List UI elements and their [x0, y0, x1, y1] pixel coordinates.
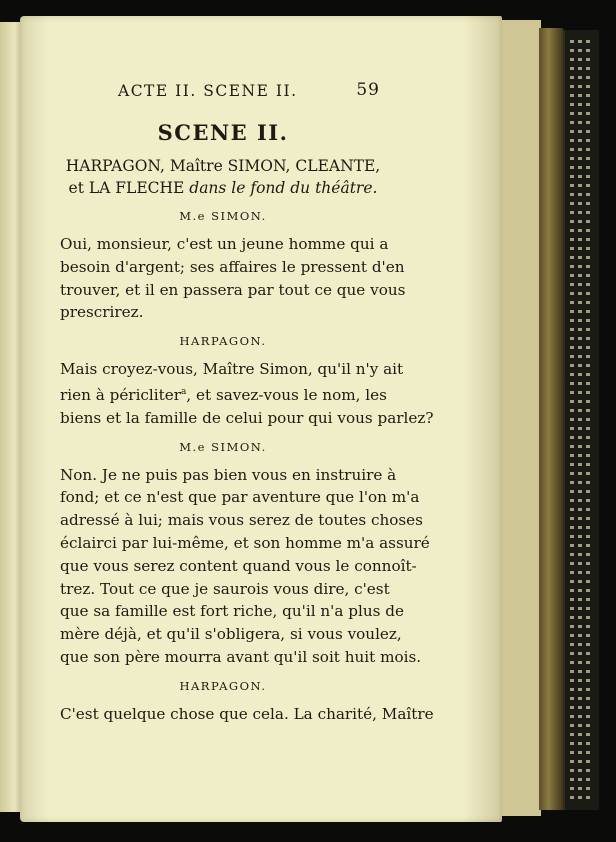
- running-head: ACTE II. SCENE II.: [118, 82, 298, 100]
- speaker-name: M.e SIMON.: [179, 439, 267, 454]
- cast-line-1: HARPAGON, Maître SIMON, CLEANTE,: [65, 157, 381, 175]
- speech-line: fond; et ce n'est que par aventure que l'on m'a: [60, 488, 420, 507]
- speech: [60, 464, 430, 669]
- speech-line: trez. Tout ce que je saurois vous dire, c'est: [60, 579, 390, 598]
- speaker-name: M.e SIMON.: [179, 209, 267, 223]
- page-number: 59: [356, 80, 380, 100]
- speech-line: Mais croyez-vous, Maître Simon, qu'il n'y ait: [60, 360, 404, 379]
- speech-line: [60, 381, 386, 407]
- gilt-edge: [539, 28, 563, 810]
- cast-line-2: [60, 177, 386, 199]
- page-text: [60, 78, 434, 726]
- speech-line: adressé à lui; mais vous serez de toutes choses: [60, 511, 423, 530]
- speech-line: Oui, monsieur, c'est un jeune homme qui a: [60, 235, 389, 253]
- speaker-name: HARPAGON.: [179, 678, 267, 693]
- speech-line: éclairci par lui-même, et son homme m'a assuré: [60, 534, 430, 553]
- speech-line: que vous serez content quand vous le connoît-: [60, 556, 417, 575]
- speech: [60, 233, 406, 324]
- speech-line: que son père mourra avant qu'il soit huit mois.: [60, 648, 422, 667]
- cast-list: [60, 155, 386, 199]
- speech-line: prescrirez.: [60, 303, 144, 322]
- page-header: [60, 78, 386, 108]
- speech: [60, 703, 434, 726]
- speech-line: C'est quelque chose que cela. La charité, Maître: [60, 704, 434, 723]
- speech-line: biens et la famille de celui pour qui vous parlez?: [60, 408, 434, 427]
- speech-fragment: , et savez-vous le nom, les: [186, 386, 387, 405]
- scene-title: SCENE II.: [157, 120, 289, 145]
- footnote-marker: a: [181, 386, 187, 397]
- speech-line: Non. Je ne puis pas bien vous en instruire à: [60, 465, 397, 484]
- speech: [60, 358, 434, 429]
- page-block-edge: [497, 20, 541, 816]
- speech-line: trouver, et il en passera par tout ce que vous: [60, 280, 406, 299]
- speech-fragment: rien à péricliter: [60, 386, 181, 405]
- cast-line-2-roman: et LA FLECHE: [68, 179, 190, 197]
- stage-direction: dans le fond du théâtre.: [189, 179, 378, 197]
- speaker-name: HARPAGON.: [179, 334, 267, 349]
- speech-line: que sa famille est fort riche, qu'il n'a plus de: [60, 602, 404, 621]
- spine-decoration: [570, 40, 590, 800]
- speech-line: mère déjà, et qu'il s'obligera, si vous voulez,: [60, 625, 402, 644]
- speech-line: besoin d'argent; ses affaires le pressent d'en: [60, 257, 405, 276]
